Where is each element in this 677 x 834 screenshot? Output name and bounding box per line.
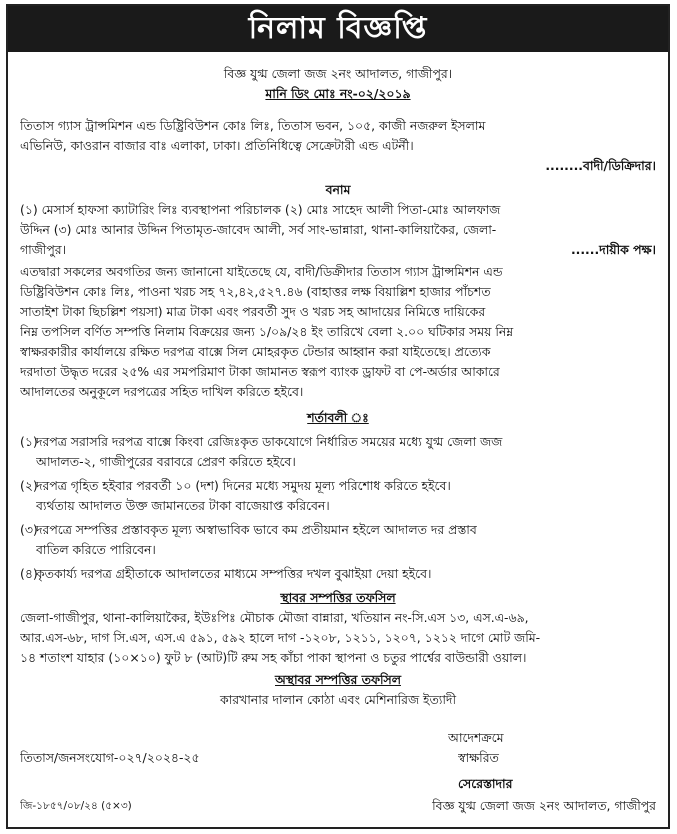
immovable-heading: স্থাবর সম্পত্তির তফসিল (280, 590, 396, 605)
condition-3-number: (৩) (20, 522, 38, 537)
notice-title: নিলাম বিজ্ঞপ্তি (8, 6, 668, 52)
condition-1-line-2: আদালত-২, গাজীপুরের বরাবরে প্রেরণ করিতে হইবে। (36, 454, 296, 469)
notice-sheet (6, 4, 670, 829)
immovable-line-1: জেলা-গাজীপুর, থানা-কালিয়াকৈর, ইউঃপিঃ মৌচাক মৌজা বান্নারা, খতিয়ান নং-সি.এস ১৩, এস.এ-৬৯, (20, 610, 529, 625)
versus-label: বনাম (325, 182, 351, 197)
condition-2-line-1: দরপত্র গৃহিত হইবার পরবর্তী ১০ (দশ) দিনের মধ্যে সমুদয় মূল্য পরিশোধ করিতে হইবে। (36, 478, 451, 493)
body-line-7: আদালতের অনুকূলে দরপত্রের সহিত দাখিল করিতে হইবে। (20, 384, 304, 399)
movable-heading: অস্থাবর সম্পত্তির তফসিল (275, 672, 401, 687)
conditions-heading: শর্তাবলী ঃ (307, 410, 369, 425)
body-line-1: এতদ্বারা সকলের অবগতির জন্য জানানো যাইতেছে যে, বাদী/ডিক্রীদার তিতাস গ্যাস ট্রান্সমিশন এন্ড (20, 264, 503, 279)
defendant-line-1: (১) মেসার্স হাফসা ক্যাটারিং লিঃ ব্যবস্থাপনা পরিচালক (২) মোঃ সাহেদ আলী পিতা-মোঃ আলফাজ (20, 202, 501, 217)
condition-2-line-2: ব্যর্থতায় আদালত উক্ত জামানতের টাকা বাজেয়াপ্ত করিবেন। (36, 498, 330, 513)
plaintiff-line-2: এভিনিউ, কাওরান বাজার বাঃ এলাকা, ঢাকা। প্রতিনিধিত্বে সেক্রেটারী এন্ড এটর্নী। (20, 138, 414, 153)
body-line-5: স্বাক্ষরকারীর কার্যালয়ে রক্ষিত দরপত্র বাক্সে সিল মোহরকৃত টেন্ডার আহ্বান করা যাইতেছে। প্রত্যেক (20, 344, 491, 359)
defendant-line-2: উদ্দিন (৩) মোঃ আনার উদ্দিন পিতামৃত-জাবেদ আলী, সর্ব সাং-ভান্নারা, থানা-কালিয়াকৈর, জেলা- (20, 222, 497, 237)
condition-4-number: (৪) (20, 566, 38, 581)
defendant-role: ......দায়ীক পক্ষ। (570, 242, 656, 257)
plaintiff-line-1: তিতাস গ্যাস ট্রান্সমিশন এন্ড ডিষ্ট্রিবিউশন কোঃ লিঃ, তিতাস ভবন, ১০৫, কাজী নজরুল ইসলাম (20, 118, 486, 133)
designation: সেরেস্তাদার (458, 776, 513, 791)
court-name: বিজ্ঞ যুগ্ম জেলা জজ ২নং আদালত, গাজীপুর। (223, 66, 453, 81)
condition-3-line-1: দরপত্রে সম্পত্তির প্রস্তাবকৃত মূল্য অস্বাভাবিক ভাবে কম প্রতীয়মান হইলে আদালত দর প্রস্তাব (36, 522, 477, 537)
reference-number: তিতাস/জনসংযোগ-০২৭/২০২৪-২৫ (20, 750, 200, 765)
body-line-2: ডিষ্ট্রিবিউশন কোঃ লিঃ, পাওনা খরচ সহ ৭২,৪২,৫২৭.৪৬ (বাহাত্তর লক্ষ বিয়াল্লিশ হাজার পাঁচশত (20, 284, 491, 299)
footer-court: বিজ্ঞ যুগ্ম জেলা জজ ২নং আদালত, গাজীপুর (432, 798, 656, 813)
order-text: আদেশক্রমে (448, 730, 504, 745)
plaintiff-role: ........বাদী/ডিক্রিদার। (545, 158, 656, 173)
movable-text: কারখানার দালান কোঠা এবং মেশিনারিজ ইত্যাদী (220, 692, 456, 707)
condition-2-number: (২) (20, 478, 38, 493)
body-line-4: নিম্ন তপসিল বর্ণিত সম্পত্তি নিলাম বিক্রয়ের জন্য ১/০৯/২৪ ইং তারিখে বেলা ২.০০ ঘটিকার সময় নিম্ন (20, 324, 514, 339)
body-line-6: দরদাতা উদ্ধৃত দরের ২৫% এর সমপরিমাণ টাকা জামানত স্বরূপ ব্যাংক ড্রাফট বা পে-অর্ডার আকারে (20, 364, 500, 379)
condition-3-line-2: বাতিল করিতে পারিবেন। (36, 542, 156, 557)
footer-code: জি-১৮৫৭/০৮/২৪ (৫×৩) (20, 800, 132, 812)
signed-text: স্বাক্ষরিত (458, 750, 499, 765)
defendant-line-3: গাজীপুর। (20, 242, 67, 257)
condition-4-line-1: কৃতকার্য্য দরপত্র গ্রহীতাকে আদালতের মাধ্যমে সম্পত্তির দখল বুঝাইয়া দেয়া হইবে। (36, 566, 432, 581)
condition-1-number: (১) (20, 434, 38, 449)
body-line-3: সাতাইশ টাকা ছিচল্লিশ পয়সা) মাত্র টাকা এবং পরবর্তী সুদ ও খরচ সহ আদায়ের নিমিত্তে দায়িকের (20, 304, 486, 319)
case-number: মানি ডিং মোঃ নং-০২/২০১৯ (265, 86, 411, 101)
immovable-line-2: আর.এস-৬৮, দাগ সি.এস, এস.এ ৫৯১, ৫৯২ হালে দাগ -১২০৮, ১২১১, ১২০৭, ১২১২ দাগে মোট জমি- (20, 630, 541, 645)
condition-1-line-1: দরপত্র সরাসরি দরপত্র বাক্সে কিংবা রেজিঃকৃত ডাকযোগে নির্ধারিত সময়ের মধ্যে যুগ্ম জেলা জজ (36, 434, 503, 449)
immovable-line-3: ১৪ শতাংশ যাহার (১০×১০) ফুট ৮ (আট)টি রুম সহ কাঁচা পাকা স্থাপনা ও চতুর পার্শ্বের বাউন্ডারী ওয়াল। (20, 650, 527, 665)
